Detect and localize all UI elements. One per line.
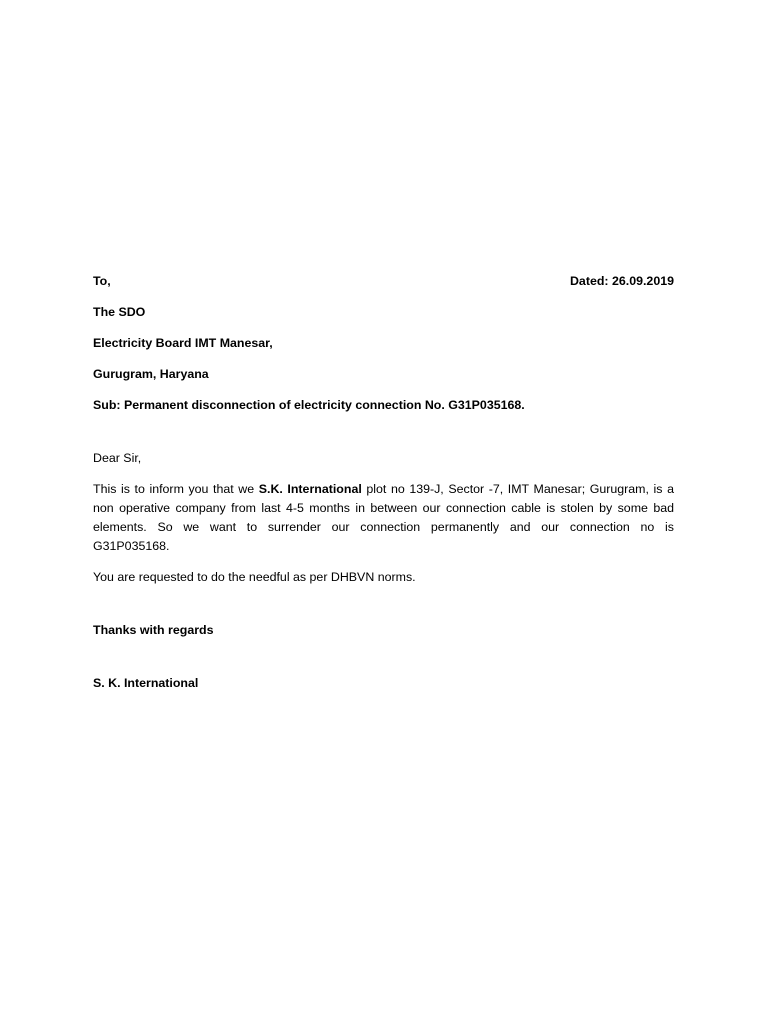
subject-line: Sub: Permanent disconnection of electricity connection No. G31P035168. xyxy=(93,398,525,412)
dated-label: Dated: 26.09.2019 xyxy=(569,274,674,288)
to-label: To, xyxy=(93,274,111,288)
body-paragraph xyxy=(93,480,674,556)
body-line-4: G31P035168. xyxy=(93,539,170,553)
letter-header-row xyxy=(93,272,674,291)
body-line-1-suffix: plot no 139-J, Sector -7, IMT Manesar; Gurugram, is a xyxy=(366,482,674,496)
request-line: You are requested to do the needful as per DHBVN norms. xyxy=(93,570,416,584)
recipient-city: Gurugram, Haryana xyxy=(93,367,209,381)
body-line-3: elements. So we want to surrender our connection permanently and our connection no is xyxy=(93,520,674,534)
recipient-title: The SDO xyxy=(93,305,146,319)
body-line-1-prefix: This is to inform you that we xyxy=(93,482,255,496)
signature-line: S. K. International xyxy=(93,676,199,690)
letter-body xyxy=(93,272,674,705)
body-line-2: non operative company from last 4-5 months in between our connection cable is stolen by some bad xyxy=(93,501,674,515)
body-line-1 xyxy=(93,480,674,499)
closing-line: Thanks with regards xyxy=(93,623,214,637)
company-name: S.K. International xyxy=(258,482,362,496)
salutation: Dear Sir, xyxy=(93,451,142,465)
recipient-org: Electricity Board IMT Manesar, xyxy=(93,336,273,350)
